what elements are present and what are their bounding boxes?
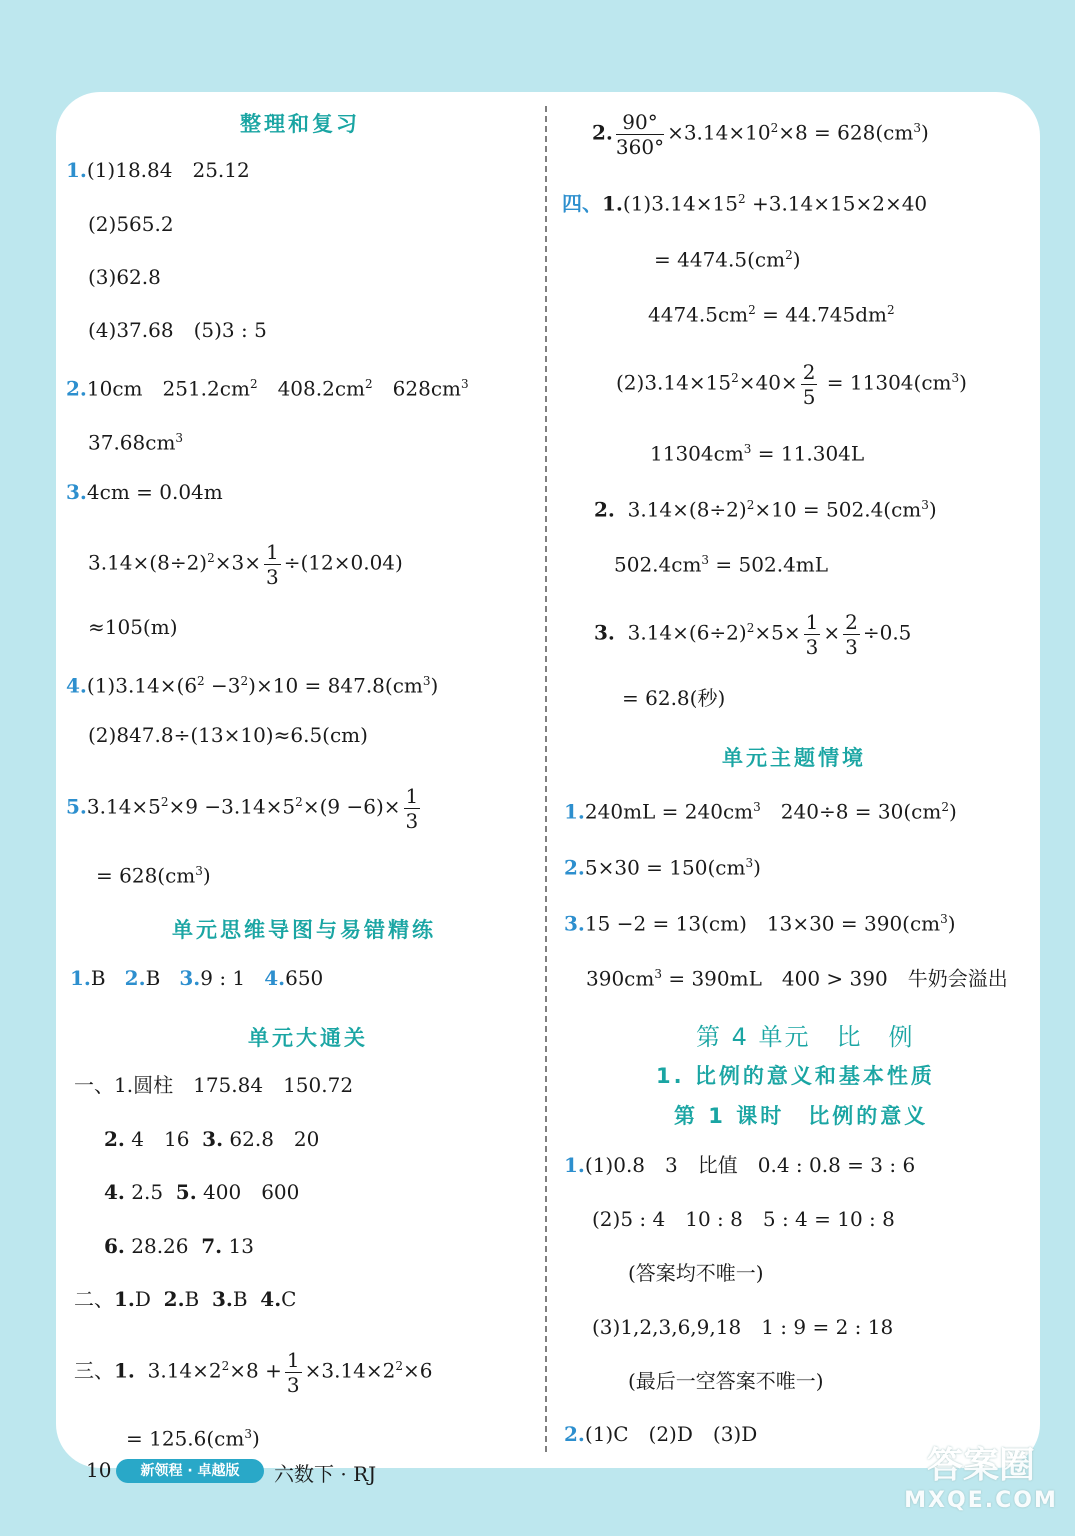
answer-text: B [145,966,161,990]
superscript: 2 [197,674,205,688]
answer-line: (4)37.68 (5)3 : 5 [88,318,267,342]
answer-text: ×(9 −6)× [302,794,401,819]
superscript: 2 [785,248,793,262]
superscript: 2 [731,371,739,385]
numerator: 2 [802,359,816,384]
question-number: 7. [201,1234,223,1258]
answer-text: B [184,1287,200,1311]
denominator: 3 [266,564,279,589]
column-divider [545,106,547,1452]
answer-line [88,532,403,589]
answer-text: 400 600 [203,1180,300,1204]
answer-text: 4474.5cm [648,302,749,327]
superscript: 2 [160,795,169,809]
answer-line: (2)565.2 [88,212,174,236]
answer-line [126,1420,260,1453]
answer-text: 650 [285,966,324,990]
answer-text: ÷0.5 [862,620,912,645]
answer-text: (1)3.14×15 [622,191,738,216]
question-number: 3. [564,911,585,936]
answer-text: 3.14×(8÷2) [88,550,208,575]
answer-text: = 502.4mL [709,552,829,577]
answer-text: ) [947,911,956,936]
answer-text: ×5× [754,620,801,645]
question-number: 2. [564,1422,585,1446]
heading-pass: 单元大通关 [248,1026,368,1050]
answer-text: 2.5 [131,1180,164,1204]
question-number: 1. [70,966,91,990]
answer-text: 13 [228,1234,254,1258]
answer-text: −3 [204,673,241,698]
answer-line [564,793,957,826]
superscript: 2 [295,795,303,809]
question-number: 4. [264,966,286,990]
superscript: 3 [244,1427,252,1441]
fraction [285,1348,302,1397]
answer-text: × [823,620,841,645]
question-number: 1. [602,191,623,216]
superscript: 3 [195,864,203,878]
question-number: 1. [66,158,87,182]
superscript: 2 [240,674,249,688]
answer-text: ×8 = 628(cm [778,120,914,145]
answer-note: (答案均不唯一) [628,1261,764,1285]
answer-line [66,776,423,833]
answer-line [104,1125,319,1153]
question-number: 2. [163,1287,185,1311]
denominator: 3 [286,1372,300,1397]
superscript: 2 [395,1359,404,1373]
answer-text: 10cm 251.2cm [86,376,250,401]
question-number: 4. [66,673,87,698]
answer-text: 408.2cm [257,376,365,401]
answer-text: = 628(cm [96,863,196,888]
answer-line: = 62.8(秒) [622,686,726,710]
question-number: 2. [592,120,613,145]
answer-text: 390cm [586,966,655,991]
superscript: 3 [701,553,710,567]
answer-text: = 11304(cm [820,370,952,395]
fraction [616,110,664,159]
answer-text: 240mL = 240cm [584,799,754,824]
numerator: 90° [616,110,664,135]
answer-note: (最后一空答案不唯一) [628,1369,824,1393]
superscript: 2 [941,800,949,814]
answer-text: ×3× [214,550,261,575]
question-number: 5. [66,794,87,819]
superscript: 3 [913,121,921,135]
answer-text: 502.4cm [614,552,702,577]
answer-text: (1)3.14×(6 [86,673,198,698]
superscript: 2 [887,303,895,317]
answer-text: ×9 −3.14×5 [168,794,296,819]
answer-text: +3.14×15×2×40 [745,191,928,216]
answer-text: B [232,1287,248,1311]
brand-badge: 新领程 · 卓越版 [116,1459,264,1483]
answer-text: 9 : 1 [200,966,246,990]
question-number: 1. [564,799,585,824]
answer-text: ) [251,1426,260,1451]
superscript: 3 [175,431,184,445]
numerator: 1 [266,539,279,564]
superscript: 2 [748,303,756,317]
answer-text: 3.14×(6÷2) [627,620,747,645]
fraction [801,360,818,409]
answer-text: ) [928,497,937,522]
question-number: 3. [202,1127,224,1151]
answer-text: ×3.14×2 [304,1358,396,1383]
answer-text: ×8 + [229,1358,282,1383]
denominator: 3 [805,634,819,659]
answer-text: ×3.14×10 [667,120,771,145]
answer-line [104,1232,254,1260]
superscript: 3 [921,498,929,512]
answer-line [96,857,211,890]
superscript: 3 [951,371,960,385]
answer-line [74,1285,296,1313]
answer-text: ) [753,855,761,880]
answer-text: (1)0.8 3 比值 0.4 : 0.8 = 3 : 6 [584,1153,916,1177]
watermark-url: MXQE.COM [904,1488,1058,1513]
answer-text: 圆柱 175.84 150.72 [133,1073,354,1097]
answer-line [564,905,956,938]
answer-line [616,352,967,409]
superscript: 3 [753,800,761,814]
question-number: 2. [66,376,87,401]
superscript: 2 [746,498,755,512]
numerator: 1 [286,1347,300,1372]
question-number: 3. [66,480,87,504]
denominator: 3 [405,808,419,833]
watermark-logo [896,1446,1066,1528]
answer-text: ) [792,247,801,272]
answer-line [66,478,223,506]
answer-line: (3)1,2,3,6,9,18 1 : 9 = 2 : 18 [592,1315,894,1339]
answer-line [74,1071,353,1099]
answer-line [564,1420,757,1448]
section-number: 一、 [74,1073,114,1097]
answer-text: 15 −2 = 13(cm) 13×30 = 390(cm [584,911,941,936]
answer-line [66,667,438,700]
superscript: 2 [365,377,373,391]
denominator: 3 [845,634,858,659]
section-number: 三、 [74,1358,114,1383]
answer-line: (2)847.8÷(13×10)≈6.5(cm) [88,723,368,747]
answer-line [614,546,828,579]
answer-line: (2)5 : 4 10 : 8 5 : 4 = 10 : 8 [592,1207,895,1231]
numerator: 2 [845,609,858,634]
section-number: 二、 [74,1287,114,1311]
superscript: 2 [249,377,258,391]
answer-text: (1)C (2)D (3)D [584,1422,758,1446]
answer-text: (2)3.14×15 [616,370,732,395]
superscript: 3 [460,377,469,391]
answer-line [562,185,927,218]
answer-line [74,1340,433,1397]
heading-theme: 单元主题情境 [722,746,866,770]
answer-text: (1)18.84 25.12 [86,158,250,182]
answer-line [654,241,801,274]
answer-text: = 11.304L [751,441,865,466]
answer-text: ÷(12×0.04) [283,550,403,575]
answer-text: 62.8 20 [229,1127,320,1151]
watermark-text: 答案圈 [926,1445,1035,1486]
answer-text: 240÷8 = 30(cm [760,799,942,824]
answer-line [66,370,469,403]
answer-line [70,964,323,992]
answer-text: B [90,966,106,990]
answer-text: D [134,1287,151,1311]
fraction [264,540,281,589]
answer-text: = 390mL 400 > 390 牛奶会溢出 [661,966,1008,991]
question-number: 5. [175,1180,197,1204]
fraction [843,610,860,659]
question-number: 3. [594,620,615,645]
superscript: 3 [743,442,752,456]
question-number: 4. [104,1180,125,1204]
answer-text: ×40× [738,370,798,395]
heading-review: 整理和复习 [240,112,360,136]
answer-text: ×10 = 502.4(cm [754,497,922,522]
book-label: 六数下 · RJ [274,1462,377,1486]
answer-text: ) [430,673,439,698]
answer-text: 5×30 = 150(cm [584,855,746,880]
answer-line [564,1151,915,1179]
denominator: 360° [615,134,665,159]
page-number: 10 [86,1458,112,1482]
lesson-heading: 1. 比例的意义和基本性质 [656,1064,935,1088]
question-number: 2. [104,1127,125,1151]
denominator: 5 [802,384,816,409]
superscript: 2 [746,621,755,635]
superscript: 2 [737,192,746,206]
answer-text: 3.14×5 [86,794,161,819]
answer-text: ) [948,799,957,824]
answer-text: C [281,1287,297,1311]
answer-text: ×6 [403,1358,433,1383]
answer-line [650,435,864,468]
question-number: 2. [124,966,146,990]
answer-line [594,491,937,524]
fraction [804,610,821,659]
lesson-subheading: 第 1 课时 比例的意义 [674,1104,929,1128]
question-number: 3. [179,966,201,990]
superscript: 2 [221,1359,230,1373]
superscript: 3 [654,967,662,981]
answer-line [66,156,250,184]
answer-text: ) [920,120,929,145]
answer-text: 28.26 [131,1234,189,1258]
question-number: 4. [260,1287,282,1311]
question-number: 1. [564,1153,585,1177]
fraction [404,784,421,833]
answer-text: )×10 = 847.8(cm [248,673,423,698]
answer-text: = 4474.5(cm [654,247,786,272]
superscript: 2 [207,551,215,565]
answer-line [88,424,183,457]
question-number: 6. [104,1234,125,1258]
answer-line [648,296,895,329]
answer-line [586,960,1008,993]
answer-text: = 44.745dm [755,302,888,327]
superscript: 2 [770,121,779,135]
answer-text: ) [202,863,211,888]
numerator: 1 [805,609,819,634]
question-number: 1. [114,1073,134,1097]
answer-line [104,1178,299,1206]
superscript: 3 [940,912,948,926]
heading-mindmap: 单元思维导图与易错精练 [172,918,436,942]
answer-text: = 125.6(cm [126,1426,245,1451]
question-number: 2. [594,497,615,522]
superscript: 3 [745,856,754,870]
numerator: 1 [405,783,419,808]
answer-text: 37.68cm [88,430,176,455]
superscript: 3 [422,674,431,688]
answer-line: ≈105(m) [88,615,178,639]
answer-text: 4cm = 0.04m [86,480,223,504]
answer-text: 3.14×2 [147,1358,222,1383]
answer-line [594,602,911,659]
answer-text: 3.14×(8÷2) [627,497,747,522]
answer-text: ) [959,370,967,395]
answer-text: 4 16 [131,1127,190,1151]
question-number: 2. [564,855,585,880]
section-number: 四、 [562,191,602,216]
question-number: 1. [114,1287,135,1311]
answer-line [564,849,761,882]
question-number: 3. [211,1287,233,1311]
unit-title: 第 4 单元 比 例 [696,1023,915,1051]
answer-line: (3)62.8 [88,265,161,289]
answer-line [592,102,929,159]
answer-text: 628cm [372,376,461,401]
question-number: 1. [114,1358,135,1383]
answer-text: 11304cm [650,441,744,466]
